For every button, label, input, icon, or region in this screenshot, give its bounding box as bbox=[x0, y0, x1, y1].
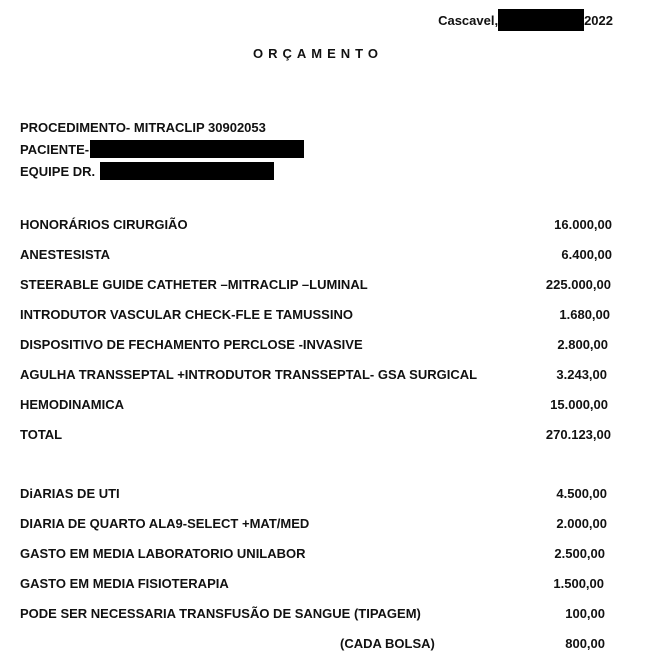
line-item bbox=[20, 542, 620, 572]
team-label: EQUIPE DR. bbox=[20, 163, 96, 179]
procedure-line bbox=[20, 116, 304, 138]
cost-items bbox=[20, 213, 620, 453]
redacted-doctor-name bbox=[100, 162, 274, 180]
line-item bbox=[20, 482, 620, 512]
city-label: Cascavel, bbox=[438, 12, 499, 28]
item-description: PODE SER NECESSARIA TRANSFUSÃO DE SANGUE (TIPAGEM) bbox=[20, 606, 421, 621]
line-item bbox=[20, 393, 620, 423]
item-value: 1.500,00 bbox=[553, 576, 604, 591]
item-value: 16.000,00 bbox=[554, 217, 612, 232]
date-line bbox=[438, 9, 613, 31]
item-description: DISPOSITIVO DE FECHAMENTO PERCLOSE -INVASIVE bbox=[20, 337, 363, 352]
item-description: GASTO EM MEDIA FISIOTERAPIA bbox=[20, 576, 229, 591]
item-value: 6.400,00 bbox=[561, 247, 612, 262]
item-value: 3.243,00 bbox=[556, 367, 607, 382]
line-item bbox=[20, 512, 620, 542]
patient-label: PACIENTE- bbox=[20, 141, 90, 157]
item-value: 2.000,00 bbox=[556, 516, 607, 531]
item-description: HONORÁRIOS CIRURGIÃO bbox=[20, 217, 188, 232]
redacted-patient-name bbox=[90, 140, 304, 158]
line-item bbox=[20, 572, 620, 602]
patient-info bbox=[20, 116, 304, 182]
item-description: HEMODINAMICA bbox=[20, 397, 124, 412]
item-description: (CADA BOLSA) bbox=[340, 636, 435, 651]
item-value: 15.000,00 bbox=[550, 397, 608, 412]
total-label: TOTAL bbox=[20, 427, 63, 442]
total-row bbox=[20, 423, 620, 453]
additional-costs bbox=[20, 482, 620, 662]
patient-line bbox=[20, 138, 304, 160]
item-description: STEERABLE GUIDE CATHETER –MITRACLIP –LUMINAL bbox=[20, 277, 368, 292]
item-value: 225.000,00 bbox=[545, 277, 611, 292]
line-item bbox=[20, 273, 620, 303]
item-value: 100,00 bbox=[565, 606, 605, 621]
item-value: 1.680,00 bbox=[559, 307, 610, 322]
document-title: ORÇAMENTO bbox=[253, 46, 383, 61]
item-description: INTRODUTOR VASCULAR CHECK-FLE E TAMUSSINO bbox=[20, 307, 353, 322]
item-value: 4.500,00 bbox=[556, 486, 607, 501]
item-description: AGULHA TRANSSEPTAL +INTRODUTOR TRANSSEPTAL- GSA SURGICAL bbox=[20, 367, 478, 382]
line-item bbox=[20, 303, 620, 333]
line-item bbox=[20, 333, 620, 363]
line-item bbox=[20, 213, 620, 243]
item-value: 2.800,00 bbox=[557, 337, 608, 352]
item-value: 800,00 bbox=[565, 636, 605, 651]
year-label: 2022 bbox=[584, 12, 613, 28]
line-item bbox=[20, 363, 620, 393]
procedure-label: PROCEDIMENTO- MITRACLIP 30902053 bbox=[20, 119, 266, 135]
total-value: 270.123,00 bbox=[545, 427, 611, 442]
redacted-date bbox=[498, 9, 584, 31]
line-item bbox=[20, 602, 620, 632]
team-line bbox=[20, 160, 304, 182]
line-item bbox=[20, 243, 620, 273]
line-item bbox=[20, 632, 620, 662]
item-description: DiARIAS DE UTI bbox=[20, 486, 120, 501]
item-description: ANESTESISTA bbox=[20, 247, 111, 262]
item-description: DIARIA DE QUARTO ALA9-SELECT +MAT/MED bbox=[20, 516, 310, 531]
item-description: GASTO EM MEDIA LABORATORIO UNILABOR bbox=[20, 546, 306, 561]
item-value: 2.500,00 bbox=[554, 546, 605, 561]
